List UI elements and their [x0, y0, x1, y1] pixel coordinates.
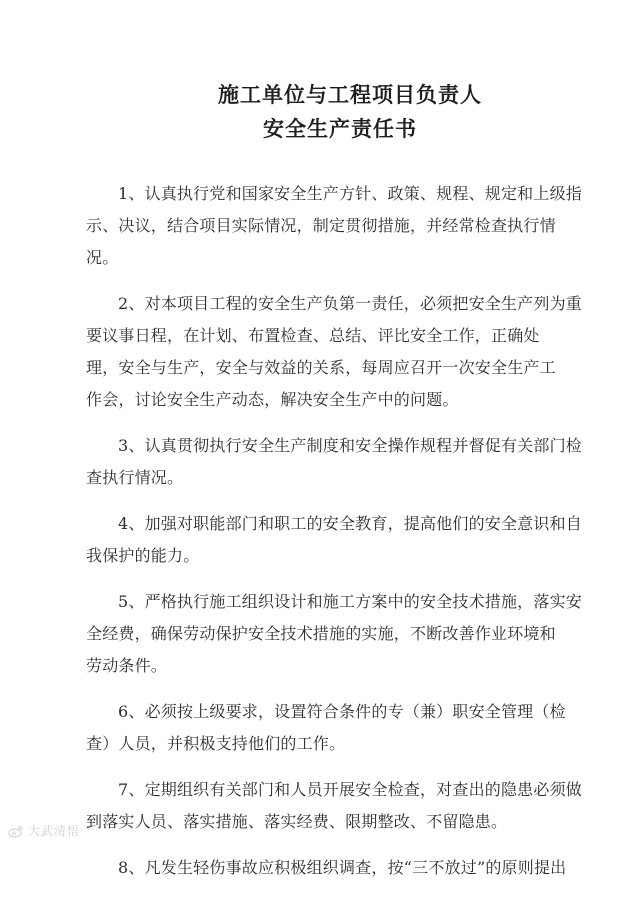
paragraph-line: 6、必须按上级要求，设置符合条件的专（兼）职安全管理（检: [118, 702, 566, 721]
document-title: [0, 78, 640, 146]
paragraph-line: 劳动条件。: [86, 656, 168, 675]
paragraph-7: [86, 774, 582, 838]
paragraph-4: [86, 508, 582, 572]
paragraph-line: 7、定期组织有关部门和人员开展安全检查，对查出的隐患必须做: [118, 780, 582, 799]
paragraph-2: [86, 288, 582, 416]
paragraph-5: [86, 586, 582, 682]
paragraph-8: [86, 852, 567, 884]
watermark-text: 大武清悟: [28, 824, 81, 838]
paragraph-6: [86, 696, 566, 760]
paragraph-line: 查）人员，并积极支持他们的工作。: [86, 734, 346, 753]
paragraph-line: 理，安全与生产，安全与效益的关系，每周应召开一次安全生产工: [86, 358, 556, 377]
paragraph-line: 全经费，确保劳动保护安全技术措施的实施，不断改善作业环境和: [86, 624, 556, 643]
paragraph-line: 到落实人员、落实措施、落实经费、限期整改、不留隐患。: [86, 812, 508, 831]
watermark: [8, 822, 80, 839]
paragraph-line: 4、加强对职能部门和职工的安全教育，提高他们的安全意识和自: [118, 514, 582, 533]
paragraph-line: 我保护的能力。: [86, 546, 200, 565]
title-line-1: 施工单位与工程项目负责人: [218, 83, 482, 107]
paragraph-line: 作会，讨论安全生产动态，解决安全生产中的问题。: [86, 390, 459, 409]
paragraph-line: 2、对本项目工程的安全生产负第一责任，必须把安全生产列为重: [118, 294, 582, 313]
paragraph-line: 要议事日程，在计划、布置检查、总结、评比安全工作，正确处: [86, 326, 540, 345]
weibo-icon: [8, 824, 24, 838]
paragraph-line: 5、严格执行施工组织设计和施工方案中的安全技术措施，落实安: [118, 592, 582, 611]
paragraph-line: 况。: [86, 248, 119, 267]
title-line-2: 安全生产责任书: [263, 117, 417, 141]
document-body: [86, 178, 582, 898]
paragraph-line: 示、决议，结合项目实际情况，制定贯彻措施，并经常检查执行情: [86, 216, 556, 235]
paragraph-line: 查执行情况。: [86, 468, 184, 487]
paragraph-line: 1、认真执行党和国家安全生产方针、政策、规程、规定和上级指: [118, 184, 582, 203]
paragraph-1: [86, 178, 582, 274]
paragraph-3: [86, 430, 582, 494]
paragraph-line: 3、认真贯彻执行安全生产制度和安全操作规程并督促有关部门检: [118, 436, 582, 455]
paragraph-line: 8、凡发生轻伤事故应积极组织调查，按“三不放过”的原则提出: [118, 858, 567, 877]
